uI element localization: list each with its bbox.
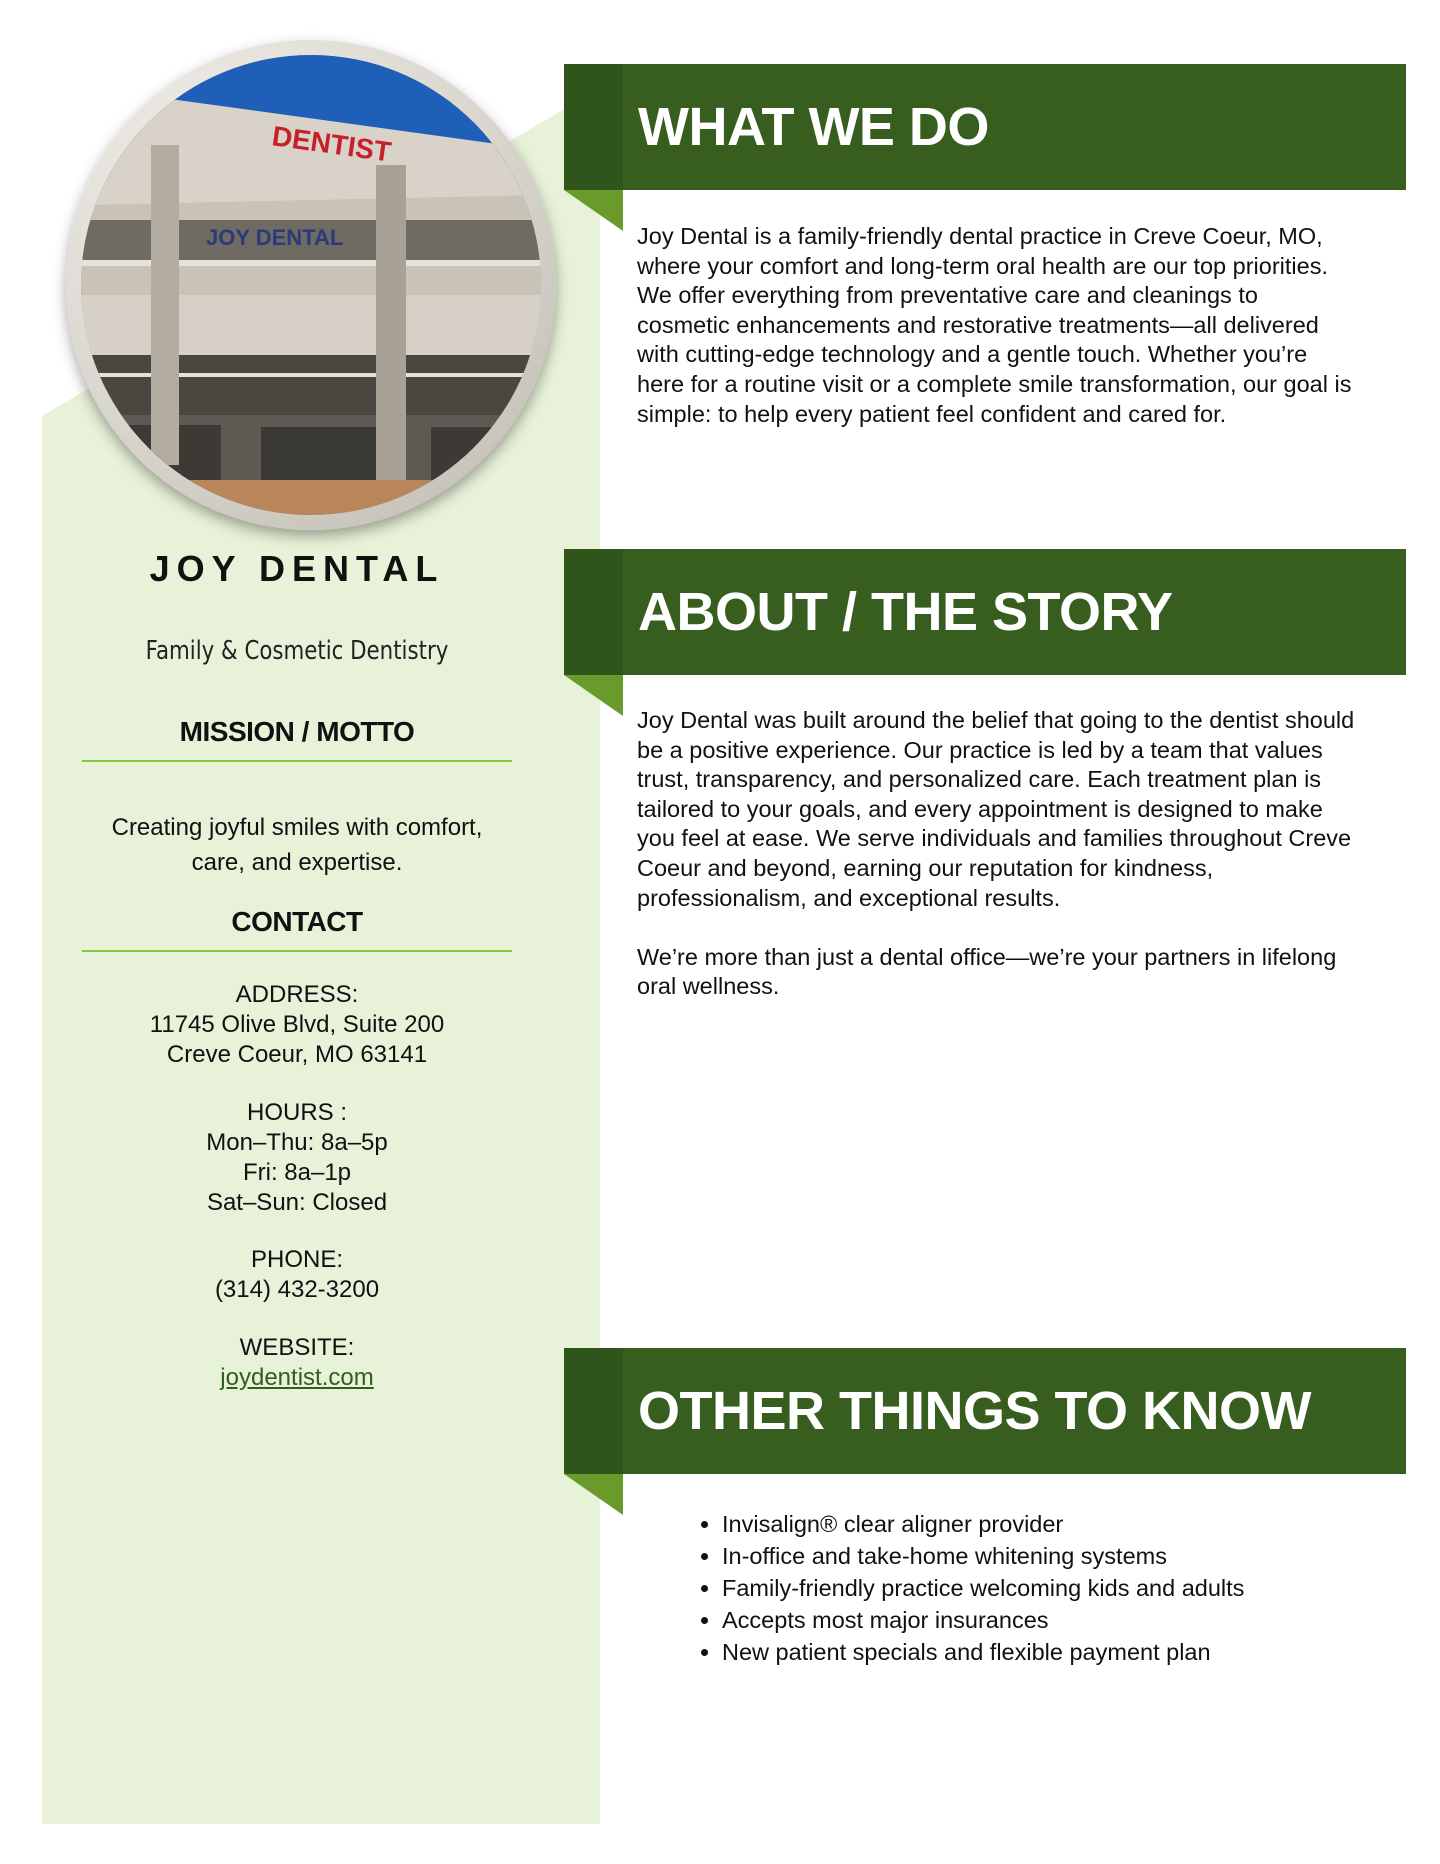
list-item: • Family-friendly practice welcoming kids and adults xyxy=(722,1572,1422,1604)
section-title: WHAT WE DO xyxy=(638,97,989,157)
phone-block xyxy=(82,1245,512,1305)
about-body xyxy=(637,706,1357,1002)
paragraph: Joy Dental is a family-friendly dental practice in Creve Coeur, MO, where your comfort and long-term oral health are our top priorities. We offer everything from preventative care and cleanings to cosmetic enhancements and restorative treatments—all delivered with cutting-edge technology and a gentle touch. Whether you’re here for a routine visit or a complete smile transformation, our goal is simple: to help every patient feel confident and cared for. xyxy=(637,223,1352,427)
list-item: • New patient specials and flexible payment plan xyxy=(722,1636,1422,1668)
address-line-1: 11745 Olive Blvd, Suite 200 xyxy=(149,1011,445,1038)
other-things-list xyxy=(680,1508,1422,1668)
list-item: • In-office and take-home whitening systems xyxy=(722,1540,1422,1572)
website-link[interactable]: joydentist.com xyxy=(220,1364,374,1391)
banner-fold xyxy=(564,1474,623,1515)
tagline: Family & Cosmetic Dentistry xyxy=(145,636,449,666)
hours-line-1: Mon–Thu: 8a–5p xyxy=(206,1129,388,1156)
section-banner-other-things xyxy=(564,1348,1406,1474)
office-photo xyxy=(81,55,541,515)
paragraph: We’re more than just a dental office—we’re your partners in lifelong oral wellness. xyxy=(637,943,1337,1000)
banner-fold xyxy=(564,675,623,716)
address-line-2: Creve Coeur, MO 63141 xyxy=(166,1041,428,1068)
address-label: ADDRESS: xyxy=(235,981,359,1008)
hours-label: HOURS : xyxy=(246,1099,347,1126)
hours-block xyxy=(82,1098,512,1218)
list-item: • Accepts most major insurances xyxy=(722,1604,1422,1636)
hours-line-3: Sat–Sun: Closed xyxy=(206,1189,388,1216)
section-title: ABOUT / THE STORY xyxy=(638,582,1173,642)
photo-sign-joy-dental: JOY DENTAL xyxy=(206,225,344,250)
section-banner-about xyxy=(564,549,1406,675)
mission-heading: MISSION / MOTTO xyxy=(82,716,512,762)
hours-line-2: Fri: 8a–1p xyxy=(242,1159,352,1186)
phone-label: PHONE: xyxy=(250,1246,343,1273)
website-block xyxy=(82,1333,512,1393)
list-item: • Invisalign® clear aligner provider xyxy=(722,1508,1422,1540)
section-banner-what-we-do xyxy=(564,64,1406,190)
paragraph: Joy Dental was built around the belief that going to the dentist should be a positive experience. Our practice is led by a team that values trust, transparency, and personalized care. Each treatment plan is tailored to your goals, and every appointment is designed to make you feel at ease. We serve individuals and families throughout Creve Coeur and beyond, earning our reputation for kindness, professionalism, and exceptional results. xyxy=(637,707,1355,911)
section-title: OTHER THINGS TO KNOW xyxy=(638,1381,1311,1441)
contact-heading: CONTACT xyxy=(82,906,512,952)
phone-number: (314) 432-3200 xyxy=(214,1276,380,1303)
photo-sign-dentist: DENTIST xyxy=(270,120,394,168)
website-label: WEBSITE: xyxy=(239,1334,355,1361)
motto-text: Creating joyful smiles with comfort, care, and expertise. xyxy=(111,814,483,876)
brand-name: JOY DENTAL xyxy=(149,548,445,589)
address-block xyxy=(82,980,512,1070)
what-we-do-body xyxy=(637,222,1357,429)
banner-fold xyxy=(564,190,623,231)
